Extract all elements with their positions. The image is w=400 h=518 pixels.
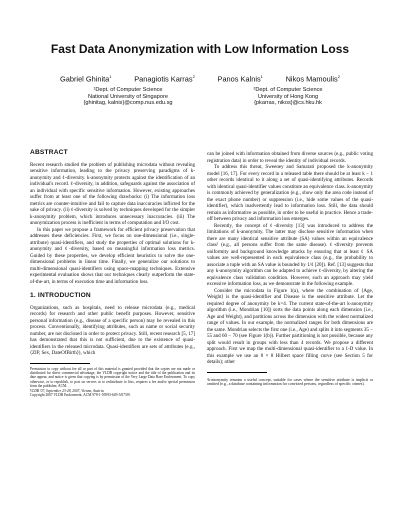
copyright-line: Copyright 2007 VLDB Endowment, ACM 978-1-59593-649-3/07/09. [30,392,131,397]
right-paragraph-3: Recently, the concept of ℓ-diversity [13] was introduced to address the limitations of k-anonymity. The latter may disclose sensitive information when there are many identical sensitive attribute (SA) values within an equivalence class¹ (e.g., all persons suffer from the same disease). ℓ-diversity prevents uniformity and background knowledge attacks by ensuring that at least ℓ SA values are well-represented in each equivalence class (e.g., the probability to associate a tuple with an SA value is bounded by 1/ℓ [20]). Ref. [13] suggests that any k-anonymity algorithm can be adapted to achieve ℓ-diversity, by altering the equivalence class validation condition. However, such an approach may yield excessive information loss, as we demonstrate in the following example. [207,222,373,287]
introduction-heading: 1. INTRODUCTION [30,292,91,299]
footnote-divider-right [207,372,267,373]
abstract-paragraph-2: In this paper we propose a framework for efficient privacy preservation that addresses these deficiencies. First, we focus on one-dimensional (i.e., single-attribute) quasi-identifiers, and study the properties of optimal solutions for k-anonymity and ℓ-diversity, based on meaningful information loss metrics. Guided by these properties, we develop efficient heuristics to solve the one-dimensional problems in linear time. Finally, we generalize our solutions to multi-dimensional quasi-identifiers using space-mapping techniques. Extensive experimental evaluation shows that our techniques clearly outperform the state-of-the-art, in terms of execution time and information loss. [30,226,195,285]
left-column [30,150,195,397]
footnote: ¹k-anonymity remains a useful concept, suitable for cases where the sensitive attribute is implicit or omitted (e.g., a database containing information for convicted persons, regardless of specific crimes). [207,377,373,387]
copyright-notice: Permission to copy without fee all or part of this material is granted provided that the copies are not made or distributed for direct commercial advantage, the VLDB copyright notice and the title of the publication and its date appear, and notice is given that copying is by permission of the Very Large Data Base Endowment. To copy otherwise, or to republish, to post on servers or to redistribute to lists, requires a fee and/or special permission from the publisher, ACM. [30,366,195,389]
author-2: Panagiotis Karras$^2$ [134,74,195,84]
author-3: Panos Kalnis$^1$ [217,74,263,84]
right-paragraph-4: Consider the microdata in Figure 1(a), where the combination of ⟨Age, Weight⟩ is the quasi-identifier and Disease is the sensitive attribute. Let the required degree of anonymity be k=4. The current state-of-the-art k-anonymity algorithm (i.e., Mondrian [10]) sorts the data points along each dimension (i.e., Age and Weight), and partitions across the dimension with the widest normalized range of values. In our example, the normalized ranges for both dimensions are the same. Mondrian selects the first one (i.e., Age) and splits it into segments 35 − 55 and 60 − 70 (see Figure 1(b)). Further partitioning is not possible, because any split would result in groups with less than 4 records. We propose a different approach. First we map the multi-dimensional quasi-identifier to a 1-D value. In this example we use an 8 × 8 Hilbert space filling curve (see Section 5 for details); other [207,287,373,365]
intro-paragraph: Organizations, such as hospitals, need to release microdata (e.g., medical records) for research and other public benefit purposes. However, sensitive personal information (e.g., disease of a specific person) may be revealed in this process. Conventionally, identifying attributes, such as name or social security number, are not disclosed in order to protect privacy. Still, recent research [5, 17] has demonstrated that this is not sufficient, due to the existence of quasi-identifiers in the released microdata. Quasi-identifiers are sets of attributes (e.g., ⟨ZIP, Sex, DateOfBirth⟩), which [30,304,195,356]
conference-line: VLDB '07, September 23-28, 2007, Vienna, Austria. [30,388,105,393]
abstract-heading: ABSTRACT [30,149,68,156]
footnote-divider [30,363,90,364]
right-paragraph-1: can be joined with information obtained from diverse sources (e.g., public voting registration data) in order to reveal the identity of individual records. [207,151,373,164]
affiliation-hku: ²Dept. of Computer Science University of Hong Kong {pkarras, nikos}@cs.hku.hk [253,87,323,107]
abstract-paragraph-1: Recent research studied the problem of publishing microdata without revealing sensitive information, leading to the privacy preserving paradigms of k-anonymity and ℓ-diversity. k-anonymity protects against the identification of an individual's record. ℓ-diversity, in addition, safeguards against the association of an individual with specific sensitive information. However, existing approaches suffer from at least one of the following drawbacks: (i) The information loss metrics are counter-intuitive and fail to capture data inaccuracies inflicted for the sake of privacy. (ii) ℓ-diversity is solved by techniques developed for the simpler k-anonymity problem, which introduces unnecessary inaccuracies. (iii) The anonymization process is inefficient in terms of computation and I/O cost. [30,161,195,226]
author-4: Nikos Mamoulis$^2$ [285,74,340,84]
right-paragraph-2: To address this threat, Sweeney and Samarati proposed the k-anonymity model [16, 17]. For every record in a released table there should be at least k − 1 other records identical to it along a set of quasi-identifying attributes. Records with identical quasi-identifier values constitute an equivalence class. k-anonymity is commonly achieved by generalization (e.g., show only the area code instead of the exact phone number) or suppression (i.e., hide some values of the quasi-identifier), which inadvertently lead to information loss. Still, the data should remain as informative as possible, in order to be useful in practice. Hence a trade-off between privacy and information loss emerges. [207,164,373,222]
right-column [207,151,373,387]
affiliation-nus: ¹Dept. of Computer Science National University of Singapore {ghinitag, kalnis}@comp.nus.edu.sg [83,87,173,107]
paper-title: Fast Data Anonymization with Low Information Loss [50,42,350,56]
author-list [60,74,340,83]
author-1: Gabriel Ghinita$^1$ [60,74,112,84]
